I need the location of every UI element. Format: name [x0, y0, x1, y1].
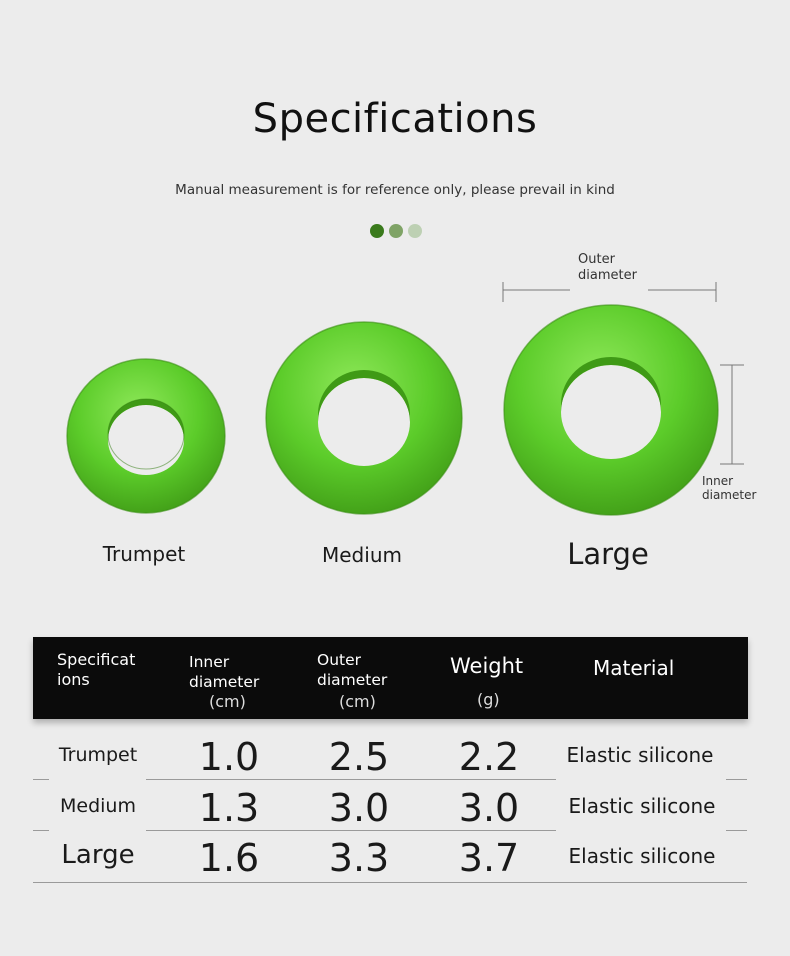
row-divider-left-2: [33, 830, 49, 831]
inner-diameter-label: Inner diameter: [702, 474, 757, 502]
outer-diameter-label: Outer diameter: [578, 252, 637, 283]
cell-outer: 3.3: [328, 836, 390, 880]
table-header: [33, 637, 748, 719]
row-divider-mid-2: [146, 830, 556, 831]
ring-label-large: Large: [567, 537, 649, 571]
header-inner-unit: (cm): [209, 692, 246, 711]
ring-label-trumpet: Trumpet: [102, 542, 186, 566]
inner-diameter-indicator: [718, 362, 748, 468]
ring-trumpet-image: [60, 354, 232, 518]
carousel-dots: [370, 224, 422, 238]
header-material: Material: [593, 656, 675, 680]
header-outer-unit: (cm): [339, 692, 376, 711]
header-inner: Inner diameter: [189, 653, 260, 691]
row-divider-right-2: [726, 830, 747, 831]
dot-1: [370, 224, 384, 238]
cell-material: Elastic silicone: [568, 844, 716, 868]
cell-outer: 3.0: [328, 786, 390, 830]
cell-spec: Medium: [60, 795, 136, 817]
dot-3: [408, 224, 422, 238]
page-title: Specifications: [252, 96, 538, 142]
dot-2: [389, 224, 403, 238]
row-divider-right-1: [726, 779, 747, 780]
cell-weight: 2.2: [458, 735, 520, 779]
ring-large-image: [500, 300, 722, 520]
ring-label-medium: Medium: [322, 543, 402, 567]
cell-outer: 2.5: [328, 735, 390, 779]
cell-weight: 3.7: [458, 836, 520, 880]
cell-spec: Large: [61, 840, 135, 870]
header-outer: Outer diameter: [317, 651, 388, 689]
page-subtitle: Manual measurement is for reference only, please prevail in kind: [175, 182, 615, 198]
header-weight: Weight: [450, 654, 524, 678]
row-divider-bottom: [33, 882, 747, 883]
cell-spec: Trumpet: [58, 744, 138, 766]
row-divider-mid-1: [146, 779, 556, 780]
ring-medium-image: [262, 318, 466, 518]
cell-inner: 1.3: [198, 786, 260, 830]
cell-material: Elastic silicone: [568, 794, 716, 818]
header-spec: Specificat ions: [57, 650, 136, 689]
cell-inner: 1.0: [198, 735, 260, 779]
cell-weight: 3.0: [458, 786, 520, 830]
header-weight-unit: (g): [477, 690, 500, 709]
row-divider-left-1: [33, 779, 49, 780]
cell-material: Elastic silicone: [566, 743, 714, 767]
cell-inner: 1.6: [198, 836, 260, 880]
